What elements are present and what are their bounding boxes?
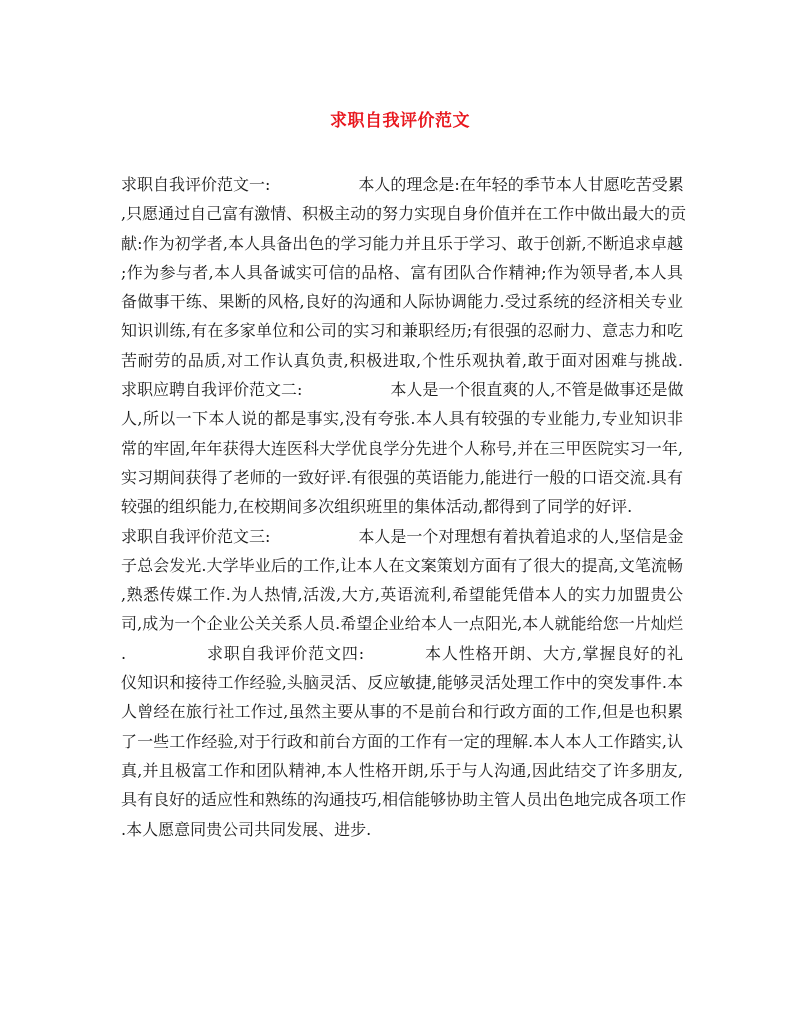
text-line: 了一些工作经验,对于行政和前台方面的工作有一定的理解.本人本人工作踏实,认 — [121, 731, 683, 751]
section-heading: 求职自我评价范文四: — [206, 643, 365, 663]
text-line: ,只愿通过自己富有激情、积极主动的努力实现自身价值并在工作中做出最大的贡 — [121, 204, 687, 224]
text-line: 知识训练,有在多家单位和公司的实习和兼职经历;有很强的忍耐力、意志力和吃 — [121, 321, 683, 341]
text-line: 子总会发光.大学毕业后的工作,让本人在文案策划方面有了很大的提高,文笔流畅 — [121, 555, 683, 575]
paragraph-text: 本人的理念是:在年轻的季节本人甘愿吃苦受累 — [358, 175, 684, 194]
section-heading: 求职自我评价范文一: — [121, 175, 271, 194]
text-line: 具有良好的适应性和熟练的沟通技巧,相信能够协助主管人员出色地完成各项工作 — [121, 790, 687, 810]
text-line: ,熟悉传媒工作.为人热情,活泼,大方,英语流利,希望能凭借本人的实力加盟贵公 — [121, 585, 683, 605]
section-heading: 求职应聘自我评价范文二: — [121, 380, 303, 400]
paragraph-text: . — [121, 643, 127, 663]
text-line: 备做事干练、果断的风格,良好的沟通和人际协调能力.受过系统的经济相关专业 — [121, 292, 683, 312]
text-line: 献:作为初学者,本人具备出色的学习能力并且乐于学习、敢于创新,不断追求卓越 — [121, 233, 683, 253]
text-line: 人曾经在旅行社工作过,虽然主要从事的不是前台和行政方面的工作,但是也积累 — [121, 702, 683, 722]
text-line — [121, 375, 683, 404]
text-line: 真,并且极富工作和团队精神,本人性格开朗,乐于与人沟通,因此结交了许多朋友, — [121, 760, 683, 780]
text-line: 苦耐劳的品质,对工作认真负责,积极进取,个性乐观执着,敢于面对困难与挑战. — [121, 350, 683, 370]
paragraph-text: 本人是一个对理想有着执着追求的人,坚信是金 — [358, 526, 684, 546]
text-line: 常的牢固,年年获得大连医科大学优良学分先进个人称号,并在三甲医院实习一年, — [121, 438, 683, 458]
text-line: 仪知识和接待工作经验,头脑灵活、反应敏捷,能够灵活处理工作中的突发事件.本 — [121, 673, 683, 693]
text-line: 实习期间获得了老师的一致好评.有很强的英语能力,能进行一般的口语交流.具有 — [121, 467, 683, 487]
document-body — [121, 170, 687, 844]
paragraph-text: 本人是一个很直爽的人,不管是做事还是做 — [390, 380, 684, 400]
paragraph-text: 本人性格开朗、大方,掌握良好的礼 — [424, 643, 683, 663]
section-heading: 求职自我评价范文三: — [121, 526, 271, 546]
text-line: 司,成为一个企业公关关系人员.希望企业给本人一点阳光,本人就能给您一片灿烂 — [121, 614, 683, 634]
text-line: 较强的组织能力,在校期间多次组织班里的集体活动,都得到了同学的好评. — [121, 497, 633, 517]
text-line: 人,所以一下本人说的都是事实,没有夸张.本人具有较强的专业能力,专业知识非 — [121, 409, 683, 429]
text-line — [121, 170, 683, 199]
text-line: ;作为参与者,本人具备诚实可信的品格、富有团队合作精神;作为领导者,本人具 — [121, 262, 683, 282]
text-line — [121, 639, 683, 668]
text-line — [121, 522, 683, 551]
document-title: 求职自我评价范文 — [330, 111, 470, 131]
text-line: .本人愿意同贵公司共同发展、进步. — [121, 819, 372, 839]
